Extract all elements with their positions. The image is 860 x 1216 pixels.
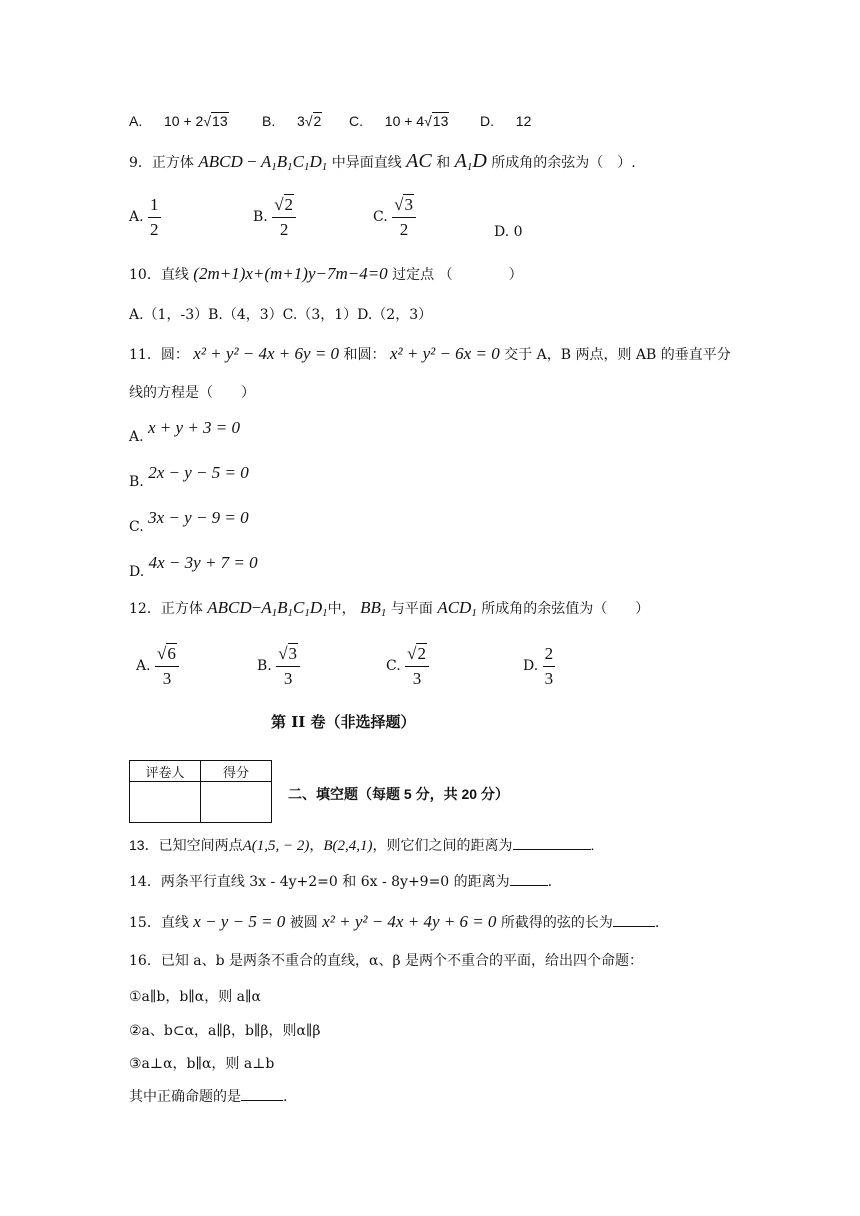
radicand: 3 (404, 195, 413, 214)
q9-option-d-label: D. (494, 224, 510, 240)
q12-option-c-label: C. (386, 658, 401, 675)
radicand: 2 (417, 644, 426, 663)
q12-text-mid-2: 与平面 (390, 601, 433, 617)
q8-option-d (480, 113, 531, 129)
q9-option-d (494, 224, 523, 240)
radicand: 6 (167, 644, 176, 663)
q11-option-a-label: A. (129, 429, 144, 445)
sqrt-sign: √2 (304, 113, 322, 129)
q11-equation-2: x² + y² − 6x = 0 (389, 344, 500, 363)
q16-proposition-1: ①a∥b，b∥α，则 a∥α (129, 989, 261, 1005)
q11-option-b-label: B. (129, 474, 144, 490)
q13-answer-blank[interactable] (513, 835, 591, 850)
q9-line-a1d: $A_1D$ (454, 150, 487, 173)
q12-line-bb1: $BB_1$ (360, 598, 387, 619)
q12-text-mid: 中， (327, 601, 356, 617)
q14-stem (129, 871, 552, 891)
score-table-grader-header: 评卷人 (130, 761, 201, 782)
q10-number: 10．直线 (129, 267, 189, 283)
q12-number: 12．正方体 (129, 601, 203, 617)
q16-tail: . (283, 1089, 288, 1105)
q15-answer-blank[interactable] (613, 912, 655, 927)
q9-number: 9．正方体 (129, 155, 194, 171)
q11-stem-line-2: 线的方程是（ ） (129, 385, 255, 401)
q12-plane-acd1: $ACD_1$ (437, 598, 477, 619)
q16-question (129, 1086, 287, 1106)
q9-option-b (253, 195, 296, 239)
minus-sign: − (251, 598, 262, 617)
q11-stem (129, 344, 731, 364)
q8-option-c-value: 10 + 4 (384, 113, 425, 129)
fraction-denominator: 3 (162, 668, 172, 688)
q9-option-a (129, 195, 161, 239)
q8-option-b-value: 3 (297, 113, 305, 129)
fraction-numerator: √3 (276, 644, 300, 667)
minus-sign: − (242, 152, 261, 171)
q14-tail: . (547, 874, 553, 890)
q8-option-a-value: 10 + 2 (164, 113, 204, 129)
q8-option-a-label: A. (129, 113, 143, 129)
fraction-denominator: 3 (412, 668, 422, 688)
q16-proposition-3: ③a⊥α，b∥α，则 a⊥b (129, 1056, 275, 1072)
q12-option-d-fraction (543, 644, 556, 688)
q12-option-a (136, 644, 179, 688)
q11-option-a-equation: x + y + 3 = 0 (148, 418, 241, 437)
q15-number: 15．直线 (129, 915, 189, 931)
fraction-denominator: 3 (544, 668, 554, 688)
q8-option-c (349, 113, 449, 129)
q12-option-c-fraction (405, 644, 429, 688)
q9-option-c-label: C. (373, 209, 388, 226)
q8-option-c-radicand: 13 (432, 113, 449, 129)
q12-option-c (386, 644, 429, 688)
q13-separator: ， (309, 837, 324, 853)
q8-option-b-label: B. (262, 113, 276, 129)
fraction-denominator: 2 (399, 219, 409, 239)
q15-text-end: 所截得的弦的长为 (500, 915, 613, 931)
q9-text-end: 所成角的余弦为（ ）. (491, 155, 636, 171)
q11-text-end: 交于 A，B 两点，则 AB 的垂直平分 (504, 347, 731, 363)
q10-stem (129, 264, 523, 284)
q15-tail: . (654, 915, 660, 931)
fraction-numerator: √2 (405, 644, 429, 667)
q13-point-a: A(1,5, − 2) (242, 838, 310, 854)
q12-option-d-label: D. (523, 658, 539, 675)
q15-equation-circle: x² + y² − 4x + 4y + 6 = 0 (322, 912, 497, 931)
q9-cube-name-2: $A_1B_1C_1D_1$ (260, 152, 328, 173)
q15-text-mid: 被圆 (289, 915, 318, 931)
fraction-denominator: 2 (150, 219, 159, 239)
q9-option-a-fraction (148, 195, 161, 239)
q8-options (129, 113, 229, 129)
q9-stem (129, 150, 636, 173)
q16-intro: 16．已知 a、b 是两条不重合的直线，α、β 是两个不重合的平面，给出四个命题： (129, 953, 644, 969)
q13-text-end: ，则它们之间的距离为 (372, 837, 513, 853)
q10-options: A.（1，-3）B.（4，3）C.（3，1）D.（2，3） (129, 307, 433, 323)
q8-option-b (262, 113, 322, 129)
q11-text-mid: 和圆： (343, 347, 386, 363)
part-2-title: 第 II 卷（非选择题） (271, 713, 416, 731)
q8-option-d-label: D. (480, 113, 494, 129)
q12-option-b-label: B. (257, 658, 272, 675)
q12-option-b-fraction (276, 644, 300, 688)
q9-option-a-label: A. (129, 209, 144, 226)
q9-text-and: 和 (436, 155, 451, 171)
q11-option-d (129, 553, 258, 580)
radicand: 3 (288, 644, 298, 663)
q8-option-b-radicand: 2 (313, 113, 322, 129)
q8-option-a-radicand: 13 (212, 113, 228, 129)
score-table-score-header: 得分 (201, 761, 272, 782)
fraction-numerator: √3 (392, 195, 416, 218)
q11-number: 11．圆： (129, 347, 189, 363)
q11-option-b-equation: 2x − y − 5 = 0 (148, 463, 249, 482)
q11-option-a (129, 418, 241, 445)
q11-option-c-label: C. (129, 519, 144, 535)
fraction-numerator: √2 (272, 195, 296, 218)
q9-option-b-fraction (272, 195, 296, 239)
score-table (129, 760, 272, 823)
score-table-score-cell[interactable] (201, 782, 272, 823)
q12-option-d (523, 644, 555, 688)
q9-line-ac: AC (406, 150, 432, 172)
q13-point-b: B(2,4,1) (323, 838, 373, 854)
q11-equation-1: x² + y² − 4x + 6y = 0 (193, 344, 340, 363)
q16-question-text: 其中正确命题的是 (129, 1089, 241, 1105)
q9-option-c (373, 195, 416, 239)
q8-option-c-label: C. (349, 113, 363, 129)
q9-option-c-fraction (392, 195, 416, 239)
q12-option-a-label: A. (136, 658, 151, 675)
q13-tail: . (590, 837, 595, 853)
q12-text-end: 所成角的余弦值为（ ） (481, 601, 650, 617)
q13-stem (129, 835, 594, 855)
q10-text-end: 过定点 （ ） (392, 267, 523, 283)
q15-stem (129, 912, 659, 932)
score-table-grader-cell[interactable] (130, 782, 201, 823)
sqrt-sign: √13 (203, 113, 228, 129)
q11-option-d-equation: 4x − 3y + 7 = 0 (148, 553, 258, 572)
q11-option-d-label: D. (129, 564, 145, 580)
q11-option-c-equation: 3x − y − 9 = 0 (148, 508, 249, 527)
q12-stem (129, 598, 649, 618)
q11-option-b (129, 463, 249, 490)
q12-cube-name: ABCD (207, 598, 252, 617)
q10-equation: (2m+1)x+(m+1)y−7m−4=0 (193, 264, 388, 283)
q13-text: 13．已知空间两点 (129, 837, 243, 853)
q12-option-b (257, 644, 300, 688)
q14-text: 14．两条平行直线 3x - 4y+2=0 和 6x - 8y+9=0 的距离为 (129, 874, 510, 890)
q8-option-d-value: 12 (515, 113, 532, 129)
q12-cube-name-2: $A_1B_1C_1D_1$ (261, 598, 328, 619)
q14-answer-blank[interactable] (510, 871, 548, 886)
q9-option-d-value: 0 (513, 224, 523, 240)
q16-proposition-2: ②a、b⊂α，a∥β，b∥β，则α∥β (129, 1023, 321, 1039)
fraction-denominator: 3 (283, 668, 293, 688)
fraction-numerator: 2 (543, 644, 556, 667)
q9-cube-name: ABCD (198, 152, 243, 171)
fraction-numerator: √6 (155, 644, 179, 667)
sqrt-sign: √13 (424, 113, 449, 129)
q11-option-c (129, 508, 249, 535)
q9-text-mid: 中异面直线 (331, 155, 402, 171)
q12-option-a-fraction (155, 644, 179, 688)
q9-option-b-label: B. (253, 209, 268, 226)
q16-answer-blank[interactable] (241, 1086, 283, 1101)
radicand: 2 (284, 195, 294, 214)
fraction-denominator: 2 (279, 219, 289, 239)
q15-equation-line: x − y − 5 = 0 (193, 912, 286, 931)
fraction-numerator: 1 (148, 195, 161, 218)
section-2-title: 二、填空题（每题 5 分，共 20 分） (288, 786, 509, 802)
